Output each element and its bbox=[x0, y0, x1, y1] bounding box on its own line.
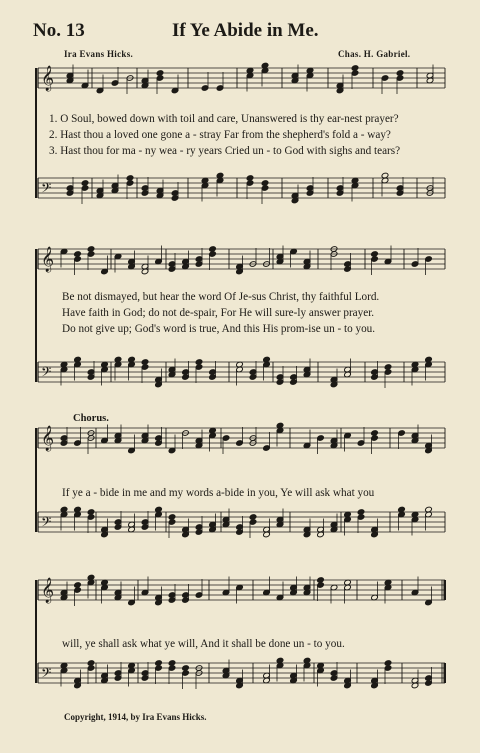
staff bbox=[38, 425, 445, 451]
staff bbox=[38, 362, 445, 383]
hymn-number: No. 13 bbox=[33, 20, 85, 41]
note-head bbox=[384, 364, 392, 371]
composer-credit: Chas. H. Gabriel. bbox=[338, 49, 411, 59]
note-head bbox=[141, 359, 149, 366]
note-head bbox=[249, 514, 257, 521]
hymn-title: If Ye Abide in Me. bbox=[172, 20, 319, 41]
verse-1-line-b: Be not dismayed, but hear the word Of Je-sus Christ, thy faithful Lord. bbox=[62, 291, 380, 303]
note-head bbox=[74, 582, 82, 589]
clef-icon: 𝄞 bbox=[41, 66, 55, 91]
clef-icon: 𝄢 bbox=[41, 180, 52, 199]
note-head bbox=[168, 660, 176, 667]
verse-1-line-a: 1. O Soul, bowed down with toil and care, Unanswered is thy ear-nest prayer? bbox=[49, 113, 399, 125]
staff-lines bbox=[36, 65, 446, 684]
verse-2-line-a: 2. Hast thou a loved one gone a - stray Far from the shepherd's fold a - way? bbox=[49, 129, 391, 141]
copyright-notice: Copyright, 1914, by Ira Evans Hicks. bbox=[64, 712, 207, 722]
clef-icon: 𝄢 bbox=[41, 514, 52, 533]
verse-3-line-b: Do not give up; God's word is true, And this His prom-ise un - to you. bbox=[62, 323, 376, 335]
note-head bbox=[156, 70, 164, 77]
note-head bbox=[261, 180, 269, 187]
chorus-line-1: If ye a - bide in me and my words a-bide in you, Ye will ask what you bbox=[62, 487, 375, 499]
note-head bbox=[87, 660, 95, 667]
verse-3-line-a: 3. Hast thou for ma - ny wea - ry years Cried un - to God with sighs and tears? bbox=[49, 145, 401, 157]
note-head bbox=[317, 577, 325, 584]
note-head bbox=[351, 65, 359, 72]
note-head bbox=[371, 430, 379, 437]
note-head bbox=[182, 665, 190, 672]
clef-icon: 𝄞 bbox=[41, 426, 55, 451]
lyricist-credit: Ira Evans Hicks. bbox=[64, 49, 134, 59]
note-head bbox=[209, 246, 217, 253]
note-head bbox=[384, 660, 392, 667]
note-head bbox=[155, 660, 163, 667]
note-head bbox=[81, 180, 89, 187]
note-head bbox=[87, 246, 95, 253]
note-head bbox=[195, 359, 203, 366]
clef-icon: 𝄢 bbox=[41, 364, 52, 383]
note-head bbox=[87, 509, 95, 516]
verse-2-line-b: Have faith in God; do not de-spair, For He will sure-ly answer prayer. bbox=[62, 307, 375, 319]
chorus-line-2: will, ye shall ask what ye will, And it shall be done un - to you. bbox=[62, 638, 345, 650]
note-head bbox=[74, 251, 82, 258]
clef-icon: 𝄢 bbox=[41, 665, 52, 684]
note-head bbox=[396, 70, 404, 77]
clef-icon: 𝄞 bbox=[41, 578, 55, 603]
note-head bbox=[126, 175, 134, 182]
note-head bbox=[357, 509, 365, 516]
clef-icon: 𝄞 bbox=[41, 247, 55, 272]
chorus-label: Chorus. bbox=[73, 413, 109, 424]
note-head bbox=[371, 251, 379, 258]
note-head bbox=[168, 514, 176, 521]
note-head bbox=[246, 175, 254, 182]
